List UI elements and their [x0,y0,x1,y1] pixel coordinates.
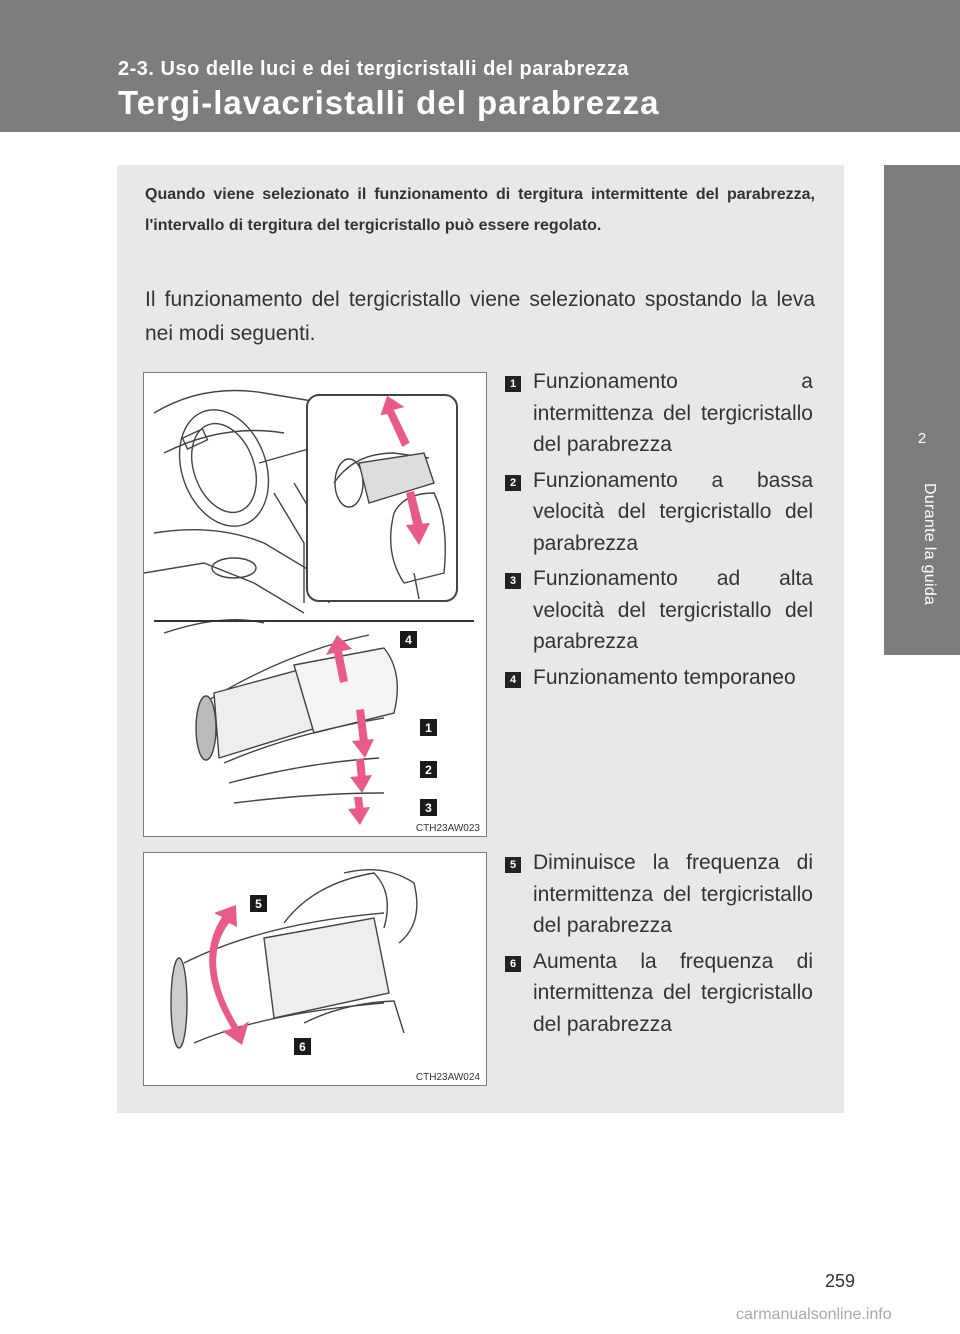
figure-code: CTH23AW024 [415,1072,480,1083]
callout-2: 2 [425,763,432,777]
item-text: Diminuisce la frequenza di intermittenza del tergicristallo del parabrezza [533,851,813,937]
page-title: Tergi-lavacristalli del parabrezza [118,84,660,121]
list-item [503,563,813,658]
figure-wiper-frequency-ring [143,852,487,1086]
content-panel [117,165,844,1113]
item-badge: 3 [505,573,521,589]
item-text: Funzionamento a bassa velocità del tergicristallo del parabrezza [533,468,813,555]
item-text: Funzionamento a intermittenza del tergicristallo del parabrezza [533,370,813,456]
frequency-ring-illustration [144,853,486,1085]
frequency-list [503,847,813,1044]
intro-text: Il funzionamento del tergicristallo viene selezionato spostando la leva nei modi seguenti. [145,288,815,345]
item-text: Funzionamento ad alta velocità del tergicristallo del parabrezza [533,567,813,653]
intro-bold-text: Quando viene selezionato il funzionamento di tergitura intermittente del parabrezza, l'intervallo di tergitura del tergicristallo può essere regolato. [145,186,815,234]
item-text: Funzionamento temporaneo [533,665,796,689]
callout-4: 4 [405,633,412,647]
figure-wiper-lever-positions [143,372,487,837]
page-header [0,0,960,132]
item-badge: 4 [505,672,521,688]
page-number: 259 [825,1271,856,1291]
chapter-label: Durante la guida [921,483,938,606]
figure-code: CTH23AW023 [415,823,480,834]
lever-modes-list [503,366,813,697]
list-item [503,662,813,694]
callout-1: 1 [425,721,432,735]
watermark: carmanualsonline.info [736,1306,892,1323]
item-badge: 5 [505,857,521,873]
callout-3: 3 [425,801,432,815]
section-title: 2-3. Uso delle luci e dei tergicristalli del parabrezza [118,58,630,80]
list-item [503,366,813,461]
callout-5: 5 [255,897,262,911]
wiper-lever-illustration [144,373,486,836]
item-badge: 1 [505,376,521,392]
chapter-number: 2 [917,430,927,447]
chapter-tab [884,165,960,655]
item-badge: 6 [505,956,521,972]
list-item [503,465,813,560]
item-text: Aumenta la frequenza di intermittenza del tergicristallo del parabrezza [533,949,813,1036]
list-item [503,946,813,1041]
item-badge: 2 [505,475,521,491]
list-item [503,847,813,942]
callout-6: 6 [299,1040,306,1054]
